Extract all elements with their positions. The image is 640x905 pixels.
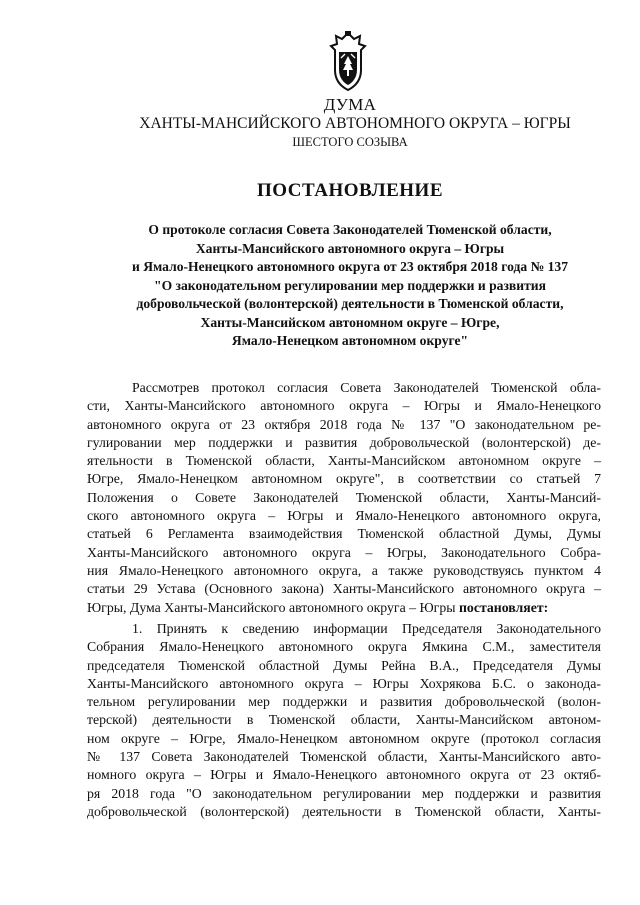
text-line: тельном регулировании мер поддержки и развития добровольческой (волон- — [87, 694, 601, 710]
text-line — [87, 599, 601, 617]
text-line-content: Югры, Дума Ханты-Мансийского автономного округа – Югры — [87, 599, 456, 615]
subject-line: Ямало-Ненецком автономном округе" — [231, 333, 469, 348]
text-line: ря 2018 года "О законодательном регулировании мер поддержки и развития — [87, 785, 601, 801]
convocation: ШЕСТОГО СОЗЫВА — [292, 135, 408, 149]
subject-line: Ханты-Мансийском автономном округе – Югре, — [200, 314, 500, 330]
text-line: ятельности в Тюменской области, Ханты-Мансийском автономном округе – — [87, 453, 601, 469]
region-name: ХАНТЫ-МАНСИЙСКОГО АВТОНОМНОГО ОКРУГА – ЮГРЫ — [139, 115, 571, 132]
text-line: Собрания Ямало-Ненецкого автономного округа Ямкина С.М., заместителя — [87, 639, 601, 655]
text-line: Ханты-Мансийского автономного округа – Югры, Законодательного Собра- — [87, 544, 601, 560]
org-name: ДУМА — [323, 95, 377, 114]
text-line: председателя Тюменской областной Думы Рейна В.А., Председателя Думы — [87, 657, 601, 673]
text-line: гулировании мер поддержки и развития добровольческой (волонтерской) де- — [87, 434, 601, 450]
subject-line: и Ямало-Ненецкого автономного округа от 23 октября 2018 года № 137 — [131, 259, 569, 274]
subject-line: "О законодательном регулировании мер поддержки и развития — [154, 277, 546, 293]
text-line: № 137 Совета Законодателей Тюменской области, Ханты-Мансийского авто- — [87, 749, 601, 765]
text-line: терской) деятельности в Тюменской области, Ханты-Мансийском автоном- — [87, 712, 601, 728]
document-type-title: ПОСТАНОВЛЕНИЕ — [256, 180, 444, 201]
subject-line: добровольческой (волонтерской) деятельности в Тюменской области, — [136, 296, 564, 311]
text-line: статьей 6 Регламента взаимодействия Тюменской областной Думы, Думы — [87, 526, 601, 542]
text-line: сти, Ханты-Мансийского автономного округа – Югры и Ямало-Ненецкого — [87, 398, 601, 414]
text-line: Рассмотрев протокол согласия Совета Законодателей Тюменской обла- — [132, 380, 601, 395]
text-line: добровольческой (волонтерской) деятельности в Тюменской области, Ханты- — [87, 803, 601, 819]
subject-line: Ханты-Мансийского автономного округа – Югры — [195, 240, 505, 256]
item-1-paragraph — [87, 620, 601, 821]
text-line: ном округе – Югре, Ямало-Ненецком автономном округе (протокол согласия — [87, 730, 601, 746]
subject-line: О протоколе согласия Совета Законодателей Тюменской области, — [148, 222, 552, 237]
preamble-paragraph — [87, 379, 601, 617]
document-subject — [60, 221, 640, 351]
decision-word: постановляет: — [458, 599, 549, 615]
text-line: автономного округа от 23 октября 2018 года № 137 "О законодательном ре- — [87, 416, 601, 432]
text-line: Ханты-Мансийского автономного округа – Югры Хохрякова Б.С. о законода- — [87, 675, 601, 691]
text-line: статьи 29 Устава (Основного закона) Ханты-Мансийского автономного округа – — [87, 581, 601, 597]
text-line: номного округа – Югры и Ямало-Ненецкого автономного округа от 23 октяб- — [87, 767, 601, 783]
text-line: Положения о Совете Законодателей Тюменской области, Ханты-Мансий- — [87, 489, 601, 505]
text-line: Югре, Ямало-Ненецком автономном округе", в соответствии со статьей 7 — [87, 471, 601, 487]
coat-of-arms-emblem — [323, 30, 373, 92]
text-line: ния Ямало-Ненецкого автономного округа, а также руководствуясь пунктом 4 — [87, 562, 601, 578]
text-line: ского автономного округа – Югры и Ямало-Ненецкого автономного округа, — [87, 508, 601, 524]
text-line: 1. Принять к сведению информации Председателя Законодательного — [132, 621, 601, 636]
